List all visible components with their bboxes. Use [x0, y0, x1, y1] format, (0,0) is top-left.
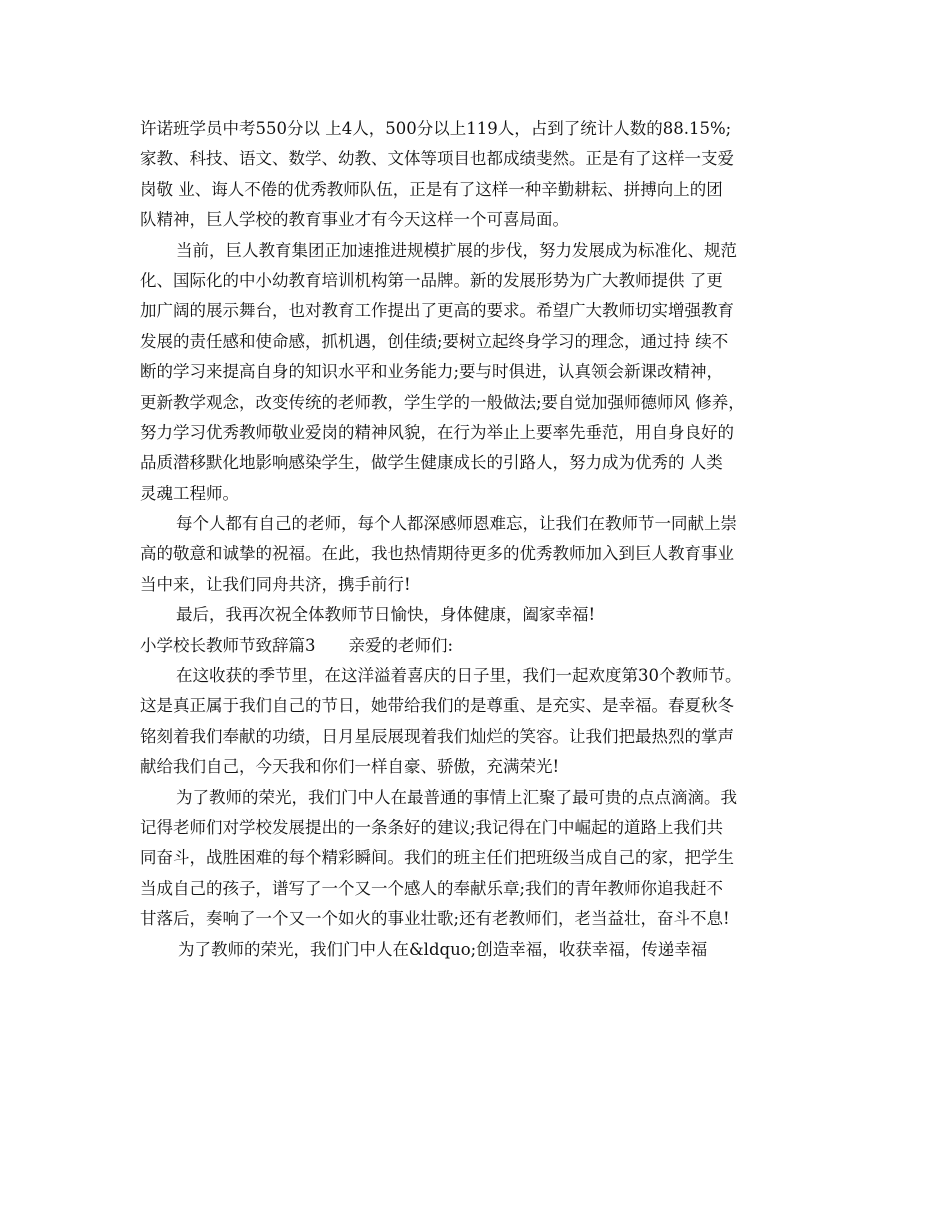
text-line: 队精神，巨人学校的教育事业才有今天这样一个可喜局面。 [140, 210, 569, 230]
text-line: 许诺班学员中考550分以 上4人，500分以上119人，占到了统计人数的88.15%; [140, 119, 732, 138]
paragraph-first-line: 为了教师的荣光，我们门中人在&ldquo;创造幸福，收获幸福，传递幸福 [178, 939, 708, 959]
text-line: 更新教学观念，改变传统的老师教，学生学的一般做法;要自觉加强师德师风 修养， [140, 392, 745, 412]
text-line: 家教、科技、语文、数学、幼教、文体等项目也都成绩斐然。正是有了这样一支爱 [140, 149, 734, 169]
text-line: 化、国际化的中小幼教育培训机构第一品牌。新的发展形势为广大教师提供 了更 [140, 270, 723, 290]
text-line: 当中来，让我们同舟共济，携手前行! [140, 574, 411, 594]
text-line: 献给我们自己，今天我和你们一样自豪、骄傲，充满荣光! [140, 757, 560, 777]
text-line: 发展的责任感和使命感，抓机遇，创佳绩;要树立起终身学习的理念，通过持 续不 [140, 331, 729, 351]
text-line: 努力学习优秀教师敬业爱岗的精神风貌，在行为举止上要率先垂范，用自身良好的 [140, 422, 734, 442]
text-line: 记得老师们对学校发展提出的一条条好的建议;我记得在门中崛起的道路上我们共 [140, 817, 724, 837]
document-body [140, 114, 830, 965]
text-line: 当成自己的孩子，谱写了一个又一个感人的奉献乐章;我们的青年教师你追我赶不 [140, 878, 724, 898]
text-line: 铭刻着我们奉献的功绩，日月星辰展现着我们灿烂的笑容。让我们把最热烈的掌声 [140, 726, 734, 746]
paragraph-first-line: 为了教师的荣光，我们门中人在最普通的事情上汇聚了最可贵的点点滴滴。我 [176, 787, 737, 807]
text-line: 高的敬意和诚挚的祝福。在此，我也热情期待更多的优秀教师加入到巨人教育事业 [140, 544, 734, 564]
text-line: 灵魂工程师。 [140, 483, 239, 503]
paragraph-first-line: 最后，我再次祝全体教师节日愉快，身体健康，阖家幸福! [176, 605, 596, 625]
text-line: 甘落后，奏响了一个又一个如火的事业壮歌;还有老教师们，老当益壮，奋斗不息! [140, 909, 730, 929]
paragraph-first-line: 在这收获的季节里，在这洋溢着喜庆的日子里，我们一起欢度第30个教师节。 [176, 666, 742, 686]
text-line: 加广阔的展示舞台，也对教育工作提出了更高的要求。希望广大教师切实增强教育 [140, 301, 734, 321]
paragraph-first-line: 当前，巨人教育集团正加速推进规模扩展的步伐，努力发展成为标准化、规范 [176, 240, 737, 260]
text-line: 断的学习来提高自身的知识水平和业务能力;要与时俱进，认真领会新课改精神， [140, 362, 724, 382]
text-line: 岗敬 业、诲人不倦的优秀教师队伍，正是有了这样一种辛勤耕耘、拼搏向上的团 [140, 179, 723, 199]
text-line: 这是真正属于我们自己的节日，她带给我们的是尊重、是充实、是幸福。春夏秋冬 [140, 696, 734, 716]
section-heading-line: 小学校长教师节致辞篇3 亲爱的老师们: [140, 635, 454, 655]
text-line: 品质潜移默化地影响感染学生，做学生健康成长的引路人，努力成为优秀的 人类 [140, 453, 723, 473]
text-line: 同奋斗，战胜困难的每个精彩瞬间。我们的班主任们把班级当成自己的家，把学生 [140, 848, 734, 868]
paragraph-first-line: 每个人都有自己的老师，每个人都深感师恩难忘，让我们在教师节一同献上崇 [176, 514, 737, 534]
